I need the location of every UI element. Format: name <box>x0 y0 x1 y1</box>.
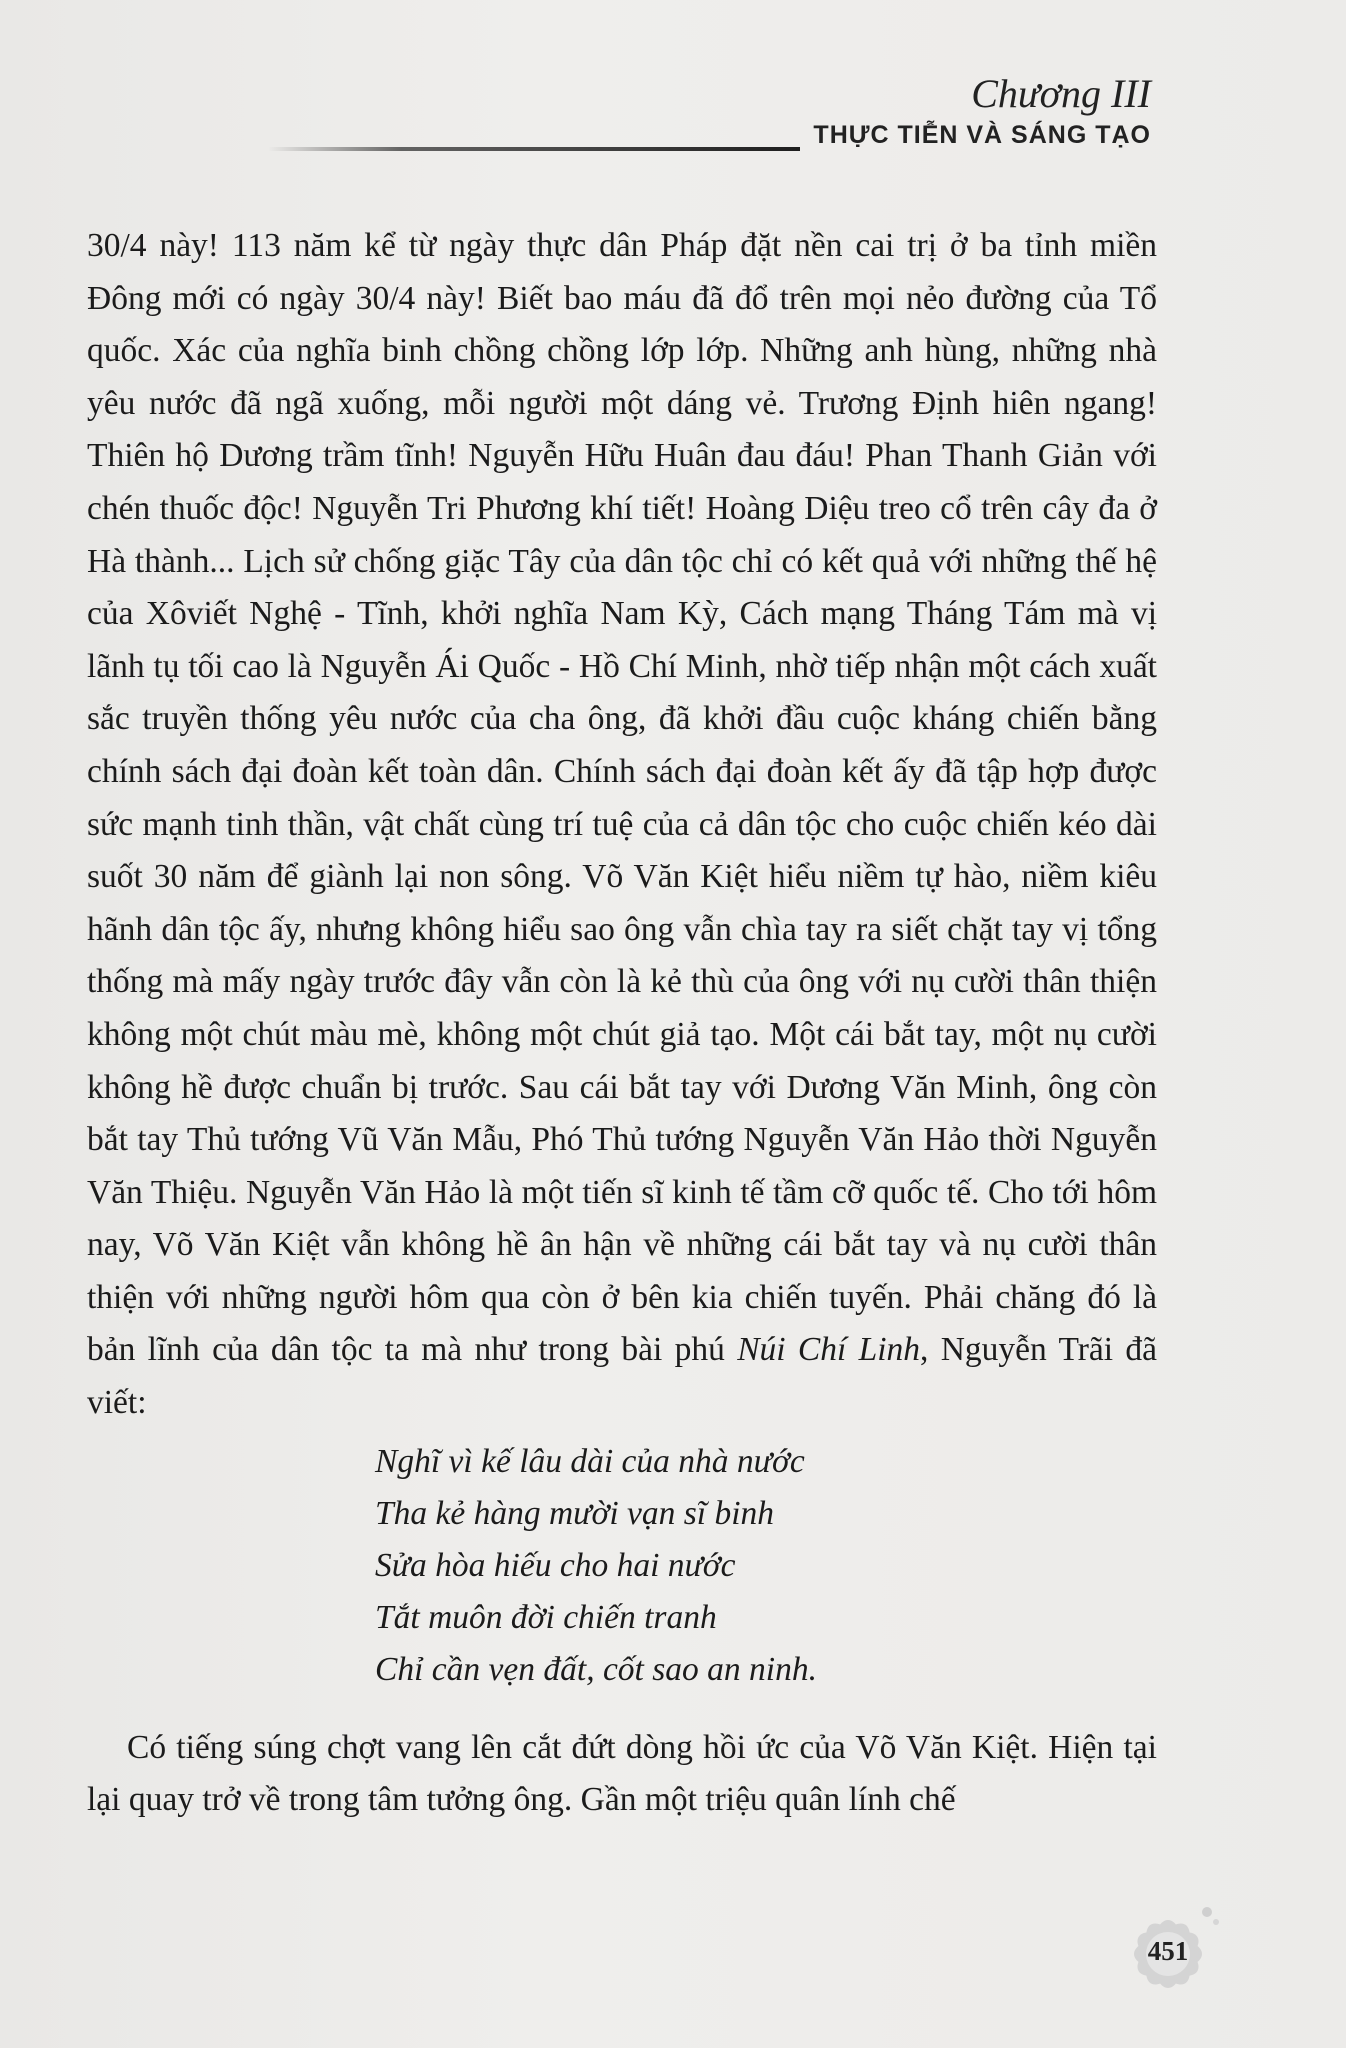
poem-line: Tha kẻ hàng mười vạn sĩ binh <box>375 1494 775 1532</box>
paragraph-1-tail: , Nguyễn Trãi đã viết: <box>87 1331 1157 1422</box>
paragraph-1 <box>87 220 1157 1430</box>
poem-title: Núi Chí Linh <box>737 1331 921 1369</box>
poem-line: Chỉ cần vẹn đất, cốt sao an ninh. <box>375 1650 817 1688</box>
running-header <box>813 72 1151 152</box>
body-text <box>87 220 1157 1827</box>
header-rule <box>268 147 800 151</box>
chapter-label: Chương III <box>971 71 1151 116</box>
poem-quote <box>375 1436 1157 1696</box>
chapter-title: THỰC TIỄN VÀ SÁNG TẠO <box>813 121 1151 149</box>
poem-line: Sửa hòa hiếu cho hai nước <box>375 1546 736 1584</box>
page-number-badge <box>1108 1898 1228 2008</box>
poem-line: Tắt muôn đời chiến tranh <box>375 1598 717 1636</box>
page-number: 451 <box>1147 1936 1189 1966</box>
poem-line: Nghĩ vì kế lâu dài của nhà nước <box>375 1442 805 1480</box>
paragraph-2: Có tiếng súng chợt vang lên cắt đứt dòng hồi ức của Võ Văn Kiệt. Hiện tại lại quay trở về trong tâm tưởng ông. Gần một triệu quân lính chế <box>87 1728 1157 1819</box>
paragraph-1-text: 30/4 này! 113 năm kể từ ngày thực dân Pháp đặt nền cai trị ở ba tỉnh miền Đông mới có ngày 30/4 này! Biết bao máu đã đổ trên mọi nẻo đường của Tổ quốc. Xác của nghĩa binh chồng chồng lớp lớp. Những anh hùng, những nhà yêu nước đã ngã xuống, mỗi người một dáng vẻ. Trương Định hiên ngang! Thiên hộ Dương trầm tĩnh! Nguyễn Hữu Huân đau đáu! Phan Thanh Giản với chén thuốc độc! Nguyễn Tri Phương khí tiết! Hoàng Diệu treo cổ trên cây đa ở Hà thành... Lịch sử chống giặc Tây của dân tộc chỉ có kết quả với những thế hệ của Xôviết Nghệ - Tĩnh, khởi nghĩa Nam Kỳ, Cách mạng Tháng Tám mà vị lãnh tụ tối cao là Nguyễn Ái Quốc - Hồ Chí Minh, nhờ tiếp nhận một cách xuất sắc truyền thống yêu nước của cha ông, đã khởi đầu cuộc kháng chiến bằng chính sách đại đoàn kết toàn dân. Chính sách đại đoàn kết ấy đã tập hợp được sức mạnh tinh thần, vật chất cùng trí tuệ của cả dân tộc cho cuộc chiến kéo dài suốt 30 năm để giành lại non sông. Võ Văn Kiệt hiểu niềm tự hào, niềm kiêu hãnh dân tộc ấy, nhưng không hiểu sao ông vẫn chìa tay ra siết chặt tay vị tổng thống mà mấy ngày trước đây vẫn còn là kẻ thù của ông với nụ cười thân thiện không một chút màu mè, không một chút giả tạo. Một cái bắt tay, một nụ cười không hề được chuẩn bị trước. Sau cái bắt tay với Dương Văn Minh, ông còn bắt tay Thủ tướng Vũ Văn Mẫu, Phó Thủ tướng Nguyễn Văn Hảo thời Nguyễn Văn Thiệu. Nguyễn Văn Hảo là một tiến sĩ kinh tế tầm cỡ quốc tế. Cho tới hôm nay, Võ Văn Kiệt vẫn không hề ân hận về những cái bắt tay và nụ cười thân thiện với những người hôm qua còn ở bên kia chiến tuyến. Phải chăng đó là bản lĩnh của dân tộc ta mà như trong bài phú <box>87 227 1157 1369</box>
